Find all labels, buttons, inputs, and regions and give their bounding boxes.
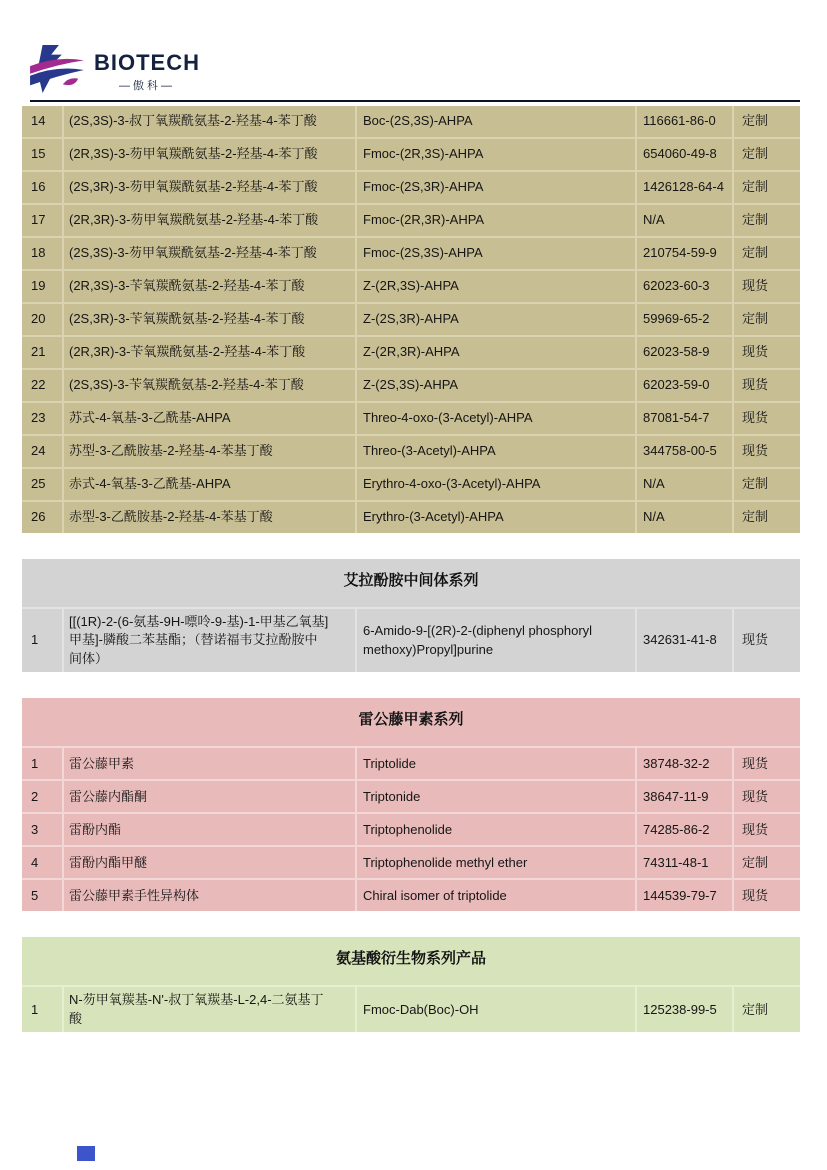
table-title: 艾拉酚胺中间体系列: [22, 559, 800, 607]
table-row: [22, 436, 800, 467]
cell-cas: 342631-41-8: [637, 609, 732, 672]
table-row: [22, 748, 800, 779]
cell-no: 22: [22, 370, 62, 401]
cell-cas: 87081-54-7: [637, 403, 732, 434]
cell-cas: 210754-59-9: [637, 238, 732, 269]
triptolide-series-table: [22, 698, 800, 911]
cell-no: 25: [22, 469, 62, 500]
table-row: [22, 304, 800, 335]
table-row: [22, 238, 800, 269]
cell-name-en: Threo-4-oxo-(3-Acetyl)-AHPA: [357, 403, 635, 434]
cell-name-en: Z-(2R,3R)-AHPA: [357, 337, 635, 368]
cell-no: 16: [22, 172, 62, 203]
cell-no: 4: [22, 847, 62, 878]
table-title: 雷公藤甲素系列: [22, 698, 800, 746]
cell-name-cn: (2S,3S)-3-芴甲氧羰酰氨基-2-羟基-4-苯丁酸: [64, 238, 355, 269]
table-row: [22, 172, 800, 203]
cell-name-en: Threo-(3-Acetyl)-AHPA: [357, 436, 635, 467]
table-row: [22, 469, 800, 500]
brand-name: BIOTECH: [94, 50, 200, 75]
cell-name-cn: 苏型-3-乙酰胺基-2-羟基-4-苯基丁酸: [64, 436, 355, 467]
cell-cas: 62023-59-0: [637, 370, 732, 401]
cell-name-en: Triptolide: [357, 748, 635, 779]
table-row: [22, 370, 800, 401]
table-row: [22, 847, 800, 878]
cell-no: 3: [22, 814, 62, 845]
cell-name-cn: (2R,3R)-3-芴甲氧羰酰氨基-2-羟基-4-苯丁酸: [64, 205, 355, 236]
table-row: [22, 814, 800, 845]
cell-name-en: 6-Amido-9-[(2R)-2-(diphenyl phosphoryl methoxy)Propyl]purine: [357, 609, 635, 672]
cell-no: 18: [22, 238, 62, 269]
cell-name-cn: (2S,3R)-3-芴甲氧羰酰氨基-2-羟基-4-苯丁酸: [64, 172, 355, 203]
cell-name-cn: 赤型-3-乙酰胺基-2-羟基-4-苯基丁酸: [64, 502, 355, 533]
cell-stock: 现货: [734, 781, 800, 812]
table-row: [22, 781, 800, 812]
cell-name-en: Z-(2S,3S)-AHPA: [357, 370, 635, 401]
cell-name-cn: (2R,3S)-3-苄氧羰酰氨基-2-羟基-4-苯丁酸: [64, 271, 355, 302]
table-row: [22, 987, 800, 1032]
cell-cas: 62023-58-9: [637, 337, 732, 368]
cell-name-en: Triptonide: [357, 781, 635, 812]
cell-no: 5: [22, 880, 62, 911]
amino-acid-derivatives-table: [22, 937, 800, 1032]
cell-cas: N/A: [637, 469, 732, 500]
table-row: [22, 502, 800, 533]
cell-name-en: Fmoc-(2S,3S)-AHPA: [357, 238, 635, 269]
cell-stock: 现货: [734, 271, 800, 302]
table-row: [22, 880, 800, 911]
cell-no: 2: [22, 781, 62, 812]
cell-cas: 125238-99-5: [637, 987, 732, 1032]
cell-name-en: Fmoc-(2R,3S)-AHPA: [357, 139, 635, 170]
table-row: [22, 337, 800, 368]
cell-stock: 现货: [734, 748, 800, 779]
table-row: [22, 609, 800, 672]
cell-stock: 定制: [734, 304, 800, 335]
cell-name-cn: (2S,3S)-3-苄氧羰酰氨基-2-羟基-4-苯丁酸: [64, 370, 355, 401]
cell-cas: 38748-32-2: [637, 748, 732, 779]
table-row: [22, 106, 800, 137]
cell-name-en: Chiral isomer of triptolide: [357, 880, 635, 911]
cell-name-cn: N-芴甲氧羰基-N'-叔丁氧羰基-L-2,4-二氨基丁酸: [64, 987, 355, 1032]
cell-stock: 定制: [734, 139, 800, 170]
cell-cas: 62023-60-3: [637, 271, 732, 302]
cell-name-en: Fmoc-(2R,3R)-AHPA: [357, 205, 635, 236]
cell-cas: 1426128-64-4: [637, 172, 732, 203]
cell-name-cn: 雷酚内酯甲醚: [64, 847, 355, 878]
cell-stock: 定制: [734, 172, 800, 203]
cell-no: 24: [22, 436, 62, 467]
cell-stock: 定制: [734, 987, 800, 1032]
cell-stock: 定制: [734, 469, 800, 500]
cell-stock: 现货: [734, 370, 800, 401]
cell-name-cn: 雷公藤内酯酮: [64, 781, 355, 812]
cell-name-cn: (2S,3R)-3-苄氧羰酰氨基-2-羟基-4-苯丁酸: [64, 304, 355, 335]
table-row: [22, 139, 800, 170]
header-divider: [30, 100, 800, 102]
cell-no: 21: [22, 337, 62, 368]
cell-no: 20: [22, 304, 62, 335]
cell-name-en: Erythro-(3-Acetyl)-AHPA: [357, 502, 635, 533]
cell-name-en: Fmoc-Dab(Boc)-OH: [357, 987, 635, 1032]
cell-cas: 344758-00-5: [637, 436, 732, 467]
cell-stock: 定制: [734, 238, 800, 269]
brand-subtitle: —傲科—: [119, 80, 175, 92]
product-tables: [22, 106, 800, 1058]
cell-name-cn: 苏式-4-氧基-3-乙酰基-AHPA: [64, 403, 355, 434]
table-row: [22, 205, 800, 236]
cell-name-cn: [[(1R)-2-(6-氨基-9H-嘌呤-9-基)-1-甲基乙氧基]甲基]-膦酸二苯基酯；（替诺福韦艾拉酚胺中间体）: [64, 609, 355, 672]
cell-stock: 定制: [734, 847, 800, 878]
cell-name-en: Boc-(2S,3S)-AHPA: [357, 106, 635, 137]
cell-name-cn: (2S,3S)-3-叔丁氧羰酰氨基-2-羟基-4-苯丁酸: [64, 106, 355, 137]
cell-cas: 38647-11-9: [637, 781, 732, 812]
cell-cas: 654060-49-8: [637, 139, 732, 170]
cell-name-en: Triptophenolide: [357, 814, 635, 845]
cell-no: 23: [22, 403, 62, 434]
cell-cas: 74285-86-2: [637, 814, 732, 845]
cell-no: 1: [22, 987, 62, 1032]
cell-stock: 定制: [734, 205, 800, 236]
cell-no: 17: [22, 205, 62, 236]
cell-stock: 现货: [734, 609, 800, 672]
cell-cas: N/A: [637, 205, 732, 236]
cell-no: 1: [22, 748, 62, 779]
cell-name-en: Z-(2S,3R)-AHPA: [357, 304, 635, 335]
brand-text-block: [94, 44, 200, 93]
cell-cas: 116661-86-0: [637, 106, 732, 137]
cell-name-cn: 雷酚内酯: [64, 814, 355, 845]
cell-name-cn: (2R,3R)-3-苄氧羰酰氨基-2-羟基-4-苯丁酸: [64, 337, 355, 368]
cell-name-cn: 雷公藤甲素: [64, 748, 355, 779]
brand-logo: [30, 44, 800, 94]
cell-stock: 现货: [734, 436, 800, 467]
cell-name-en: Z-(2R,3S)-AHPA: [357, 271, 635, 302]
cell-name-cn: 雷公藤甲素手性异构体: [64, 880, 355, 911]
cell-stock: 定制: [734, 106, 800, 137]
cell-no: 19: [22, 271, 62, 302]
cell-no: 26: [22, 502, 62, 533]
table-title: 氨基酸衍生物系列产品: [22, 937, 800, 985]
cell-cas: 144539-79-7: [637, 880, 732, 911]
cell-cas: 74311-48-1: [637, 847, 732, 878]
cell-no: 15: [22, 139, 62, 170]
cell-stock: 现货: [734, 880, 800, 911]
page-header: [30, 44, 800, 94]
cell-stock: 现货: [734, 403, 800, 434]
cell-stock: 现货: [734, 337, 800, 368]
cell-cas: N/A: [637, 502, 732, 533]
cell-stock: 定制: [734, 502, 800, 533]
cell-name-en: Fmoc-(2S,3R)-AHPA: [357, 172, 635, 203]
table-row: [22, 271, 800, 302]
cell-no: 1: [22, 609, 62, 672]
ahpa-series-table: [22, 106, 800, 533]
page-footer-marker: [77, 1146, 95, 1161]
cell-no: 14: [22, 106, 62, 137]
cell-cas: 59969-65-2: [637, 304, 732, 335]
biotech-logo-icon: [30, 44, 84, 94]
ailafenamide-intermediate-table: [22, 559, 800, 672]
cell-name-en: Triptophenolide methyl ether: [357, 847, 635, 878]
cell-stock: 现货: [734, 814, 800, 845]
cell-name-cn: 赤式-4-氧基-3-乙酰基-AHPA: [64, 469, 355, 500]
cell-name-cn: (2R,3S)-3-芴甲氧羰酰氨基-2-羟基-4-苯丁酸: [64, 139, 355, 170]
table-row: [22, 403, 800, 434]
cell-name-en: Erythro-4-oxo-(3-Acetyl)-AHPA: [357, 469, 635, 500]
